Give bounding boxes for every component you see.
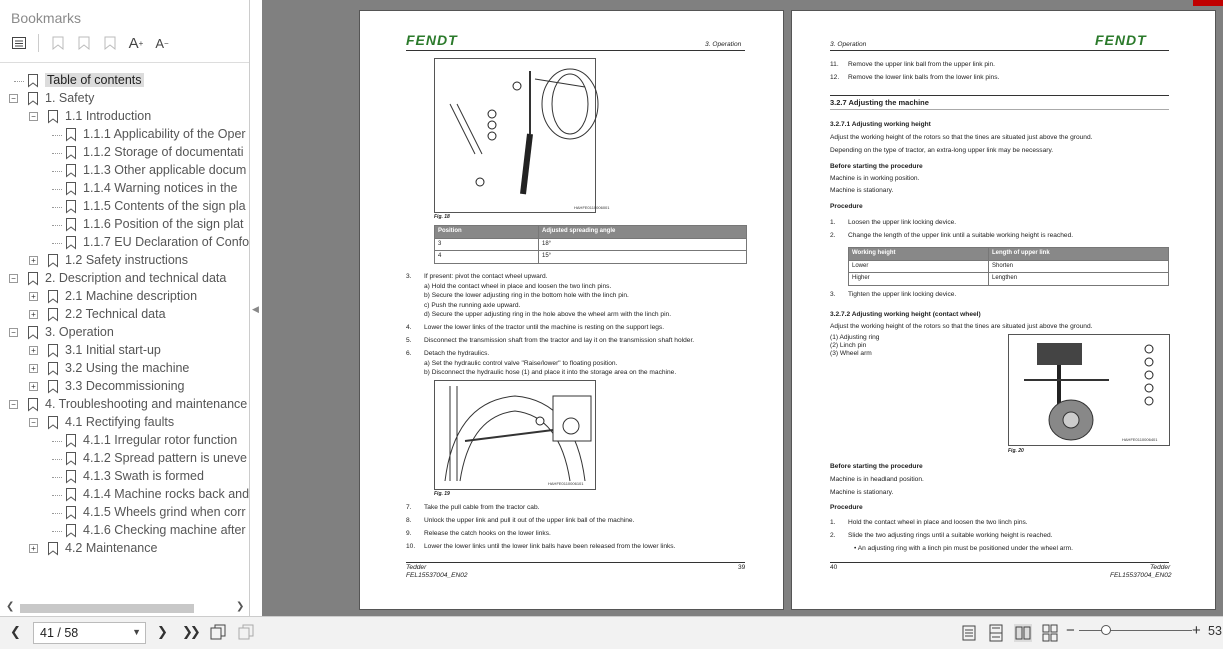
zoom-in-icon[interactable]: + xyxy=(1192,622,1201,639)
bookmark-item[interactable] xyxy=(0,144,248,162)
bookmark-label: 1.1.6 Position of the sign plat xyxy=(83,217,244,231)
bookmark-label: 3.1 Initial start-up xyxy=(65,343,161,357)
step-number: 9. xyxy=(406,530,412,537)
bookmark-label: 2.2 Technical data xyxy=(65,307,166,321)
bookmark-icon xyxy=(66,218,76,231)
share-icon[interactable] xyxy=(238,624,254,643)
paragraph: Adjust the working height of the rotors so that the tines are situated just above the ground. xyxy=(830,134,1093,141)
step-text: Lower the lower links until the lower link balls have been released from the lower links. xyxy=(424,543,676,550)
table-cell: 3 xyxy=(435,238,539,251)
table-cell: 15° xyxy=(539,251,747,264)
window-accent xyxy=(1193,0,1223,6)
bookmarks-title: Bookmarks xyxy=(11,10,82,26)
collapse-panel-icon[interactable]: ◀ xyxy=(252,304,259,314)
collapse-icon[interactable]: − xyxy=(29,418,38,427)
procedure-label: Procedure xyxy=(830,504,863,511)
bookmark-icon xyxy=(48,542,58,555)
bookmark-item[interactable] xyxy=(0,522,248,540)
tree-connector xyxy=(52,459,62,460)
zoom-level: 53 xyxy=(1208,624,1222,638)
bookmark-item[interactable] xyxy=(0,90,248,108)
tree-connector xyxy=(52,207,62,208)
bookmark-icon xyxy=(66,146,76,159)
step-text: Release the catch hooks on the lower links. xyxy=(424,530,551,537)
bookmark-icon xyxy=(28,398,38,411)
header-rule xyxy=(406,50,745,51)
tree-connector xyxy=(52,495,62,496)
bookmark-item[interactable] xyxy=(0,540,248,558)
single-page-view-icon[interactable] xyxy=(960,624,978,642)
bookmark-label: 4. Troubleshooting and maintenance xyxy=(45,397,248,411)
tree-connector xyxy=(52,441,62,442)
step-number: 1. xyxy=(830,519,836,526)
bookmark-item[interactable] xyxy=(0,180,248,198)
bookmark-icon xyxy=(28,74,38,87)
bookmark-item[interactable] xyxy=(0,486,248,504)
bookmark-item[interactable] xyxy=(0,306,248,324)
copy-page-icon[interactable] xyxy=(210,624,226,643)
bookmark-icon xyxy=(28,272,38,285)
bookmark-icon xyxy=(66,236,76,249)
bookmark-label: 4.1.6 Checking machine after xyxy=(83,523,246,537)
expand-icon[interactable]: + xyxy=(29,346,38,355)
bookmark-label: 3.2 Using the machine xyxy=(65,361,190,375)
step-number: 8. xyxy=(406,517,412,524)
bookmark-item[interactable] xyxy=(0,432,248,450)
zoom-out-icon[interactable]: − xyxy=(1066,622,1075,639)
substep-text: b) Disconnect the hydraulic hose (1) and place it into the storage area on the machine. xyxy=(424,369,677,376)
font-larger-icon[interactable]: A + xyxy=(128,34,144,52)
bookmark-icon xyxy=(66,128,76,141)
figure-20-code: HAHFE0110006401 xyxy=(1122,437,1158,442)
bookmark-item[interactable] xyxy=(0,270,248,288)
tree-connector xyxy=(52,477,62,478)
panel-divider xyxy=(0,62,249,63)
tree-connector xyxy=(52,225,62,226)
collapse-icon[interactable]: − xyxy=(9,328,18,337)
footer-title: Tedder xyxy=(1150,564,1171,571)
tree-connector xyxy=(52,513,62,514)
bookmark-icon xyxy=(48,416,58,429)
condition-text: Machine is in working position. xyxy=(830,175,920,182)
tree-connector xyxy=(52,135,62,136)
list-icon[interactable] xyxy=(10,34,28,52)
table-cell: 4 xyxy=(435,251,539,264)
fendt-logo: FENDT xyxy=(406,32,458,48)
bookmark-label: 3. Operation xyxy=(45,325,114,339)
bookmark-label: 2.1 Machine description xyxy=(65,289,198,303)
figure-19-drawing xyxy=(435,381,595,489)
step-number: 6. xyxy=(406,350,412,357)
bookmark-icon xyxy=(28,92,38,105)
step-number: 11. xyxy=(830,61,839,68)
tree-connector xyxy=(52,531,62,532)
bookmark-label: 1.1.3 Other applicable docum xyxy=(83,163,247,177)
step-text: Disconnect the transmission shaft from the tractor and lay it on the transmission shaft holder. xyxy=(424,337,695,344)
figure-18-code: HAHFE0110006001 xyxy=(574,205,610,210)
step-text: Tighten the upper link locking device. xyxy=(848,291,957,298)
bookmark-item[interactable] xyxy=(0,468,248,486)
bookmark-icon xyxy=(66,164,76,177)
bullet-text: • An adjusting ring with a linch pin must be positioned under the wheel arm. xyxy=(854,545,1073,552)
procedure-label: Before starting the procedure xyxy=(830,463,923,470)
substep-text: a) Hold the contact wheel in place and loosen the two linch pins. xyxy=(424,283,612,290)
bookmark-item[interactable] xyxy=(0,126,248,144)
collapse-icon[interactable]: − xyxy=(29,112,38,121)
expand-icon[interactable]: + xyxy=(29,256,38,265)
condition-text: Machine is in headland position. xyxy=(830,476,924,483)
table-cell: Higher xyxy=(849,273,989,286)
figure-18-illustration xyxy=(434,58,610,213)
bookmark-item[interactable] xyxy=(0,72,248,90)
scroll-right-icon[interactable]: ❯ xyxy=(236,601,245,612)
bookmark-item[interactable] xyxy=(0,162,248,180)
header-rule xyxy=(830,50,1169,51)
collapse-icon[interactable]: − xyxy=(9,94,18,103)
legend-item: (1) Adjusting ring xyxy=(830,334,880,341)
figure-20-illustration xyxy=(1008,334,1170,446)
bookmarks-panel xyxy=(0,0,250,616)
bookmark-label: 1. Safety xyxy=(45,91,95,105)
previous-page-icon[interactable]: ❮ xyxy=(10,624,21,639)
bookmark-item[interactable] xyxy=(0,360,248,378)
bookmark-icon xyxy=(48,290,58,303)
step-text: Loosen the upper link locking device. xyxy=(848,219,957,226)
bookmark-item[interactable] xyxy=(0,504,248,522)
step-text: Slide the two adjusting rings until a suitable working height is reached. xyxy=(848,532,1053,539)
step-number: 12. xyxy=(830,74,840,81)
substep-text: d) Secure the upper adjusting ring in the hole above the wheel arm with the linch pin. xyxy=(424,311,672,318)
next-page-icon[interactable]: ❯ xyxy=(157,624,168,639)
bookmark-item[interactable] xyxy=(0,252,248,270)
bookmark-label: 3.3 Decommissioning xyxy=(65,379,185,393)
bookmark-label: 1.2 Safety instructions xyxy=(65,253,188,267)
bookmark-icon xyxy=(28,326,38,339)
bookmark-item[interactable] xyxy=(0,342,248,360)
bookmark-icon xyxy=(66,506,76,519)
page-40 xyxy=(791,10,1216,610)
expand-icon[interactable]: + xyxy=(29,364,38,373)
step-text: Change the length of the upper link until a suitable working height is reached. xyxy=(848,232,1074,239)
subsection-heading: 3.2.7.1 Adjusting working height xyxy=(830,121,931,128)
status-bar xyxy=(0,616,1223,649)
bookmark-icon xyxy=(48,254,58,267)
bookmark-item[interactable] xyxy=(0,378,248,396)
expand-icon[interactable]: + xyxy=(29,292,38,301)
bookmark-icon xyxy=(66,434,76,447)
bookmark-item[interactable] xyxy=(0,414,248,432)
legend-item: (3) Wheel arm xyxy=(830,350,872,357)
bookmark-icon xyxy=(66,182,76,195)
section-heading: 3.2.7 Adjusting the machine xyxy=(830,98,929,107)
step-text: Take the pull cable from the tractor cab. xyxy=(424,504,540,511)
table-cell: Shorten xyxy=(989,260,1169,273)
tree-connector xyxy=(52,171,62,172)
condition-text: Machine is stationary. xyxy=(830,187,894,194)
bookmark-item[interactable] xyxy=(0,216,248,234)
section-rule xyxy=(830,109,1169,110)
zoom-slider-handle[interactable] xyxy=(1101,625,1111,635)
bookmark-label: Table of contents xyxy=(47,73,142,87)
bookmark-item[interactable] xyxy=(0,198,248,216)
bookmark-label: 1.1.4 Warning notices in the xyxy=(83,181,238,195)
figure-19-illustration xyxy=(434,380,596,490)
bookmark-tree xyxy=(0,72,248,600)
collapse-icon[interactable]: − xyxy=(9,274,18,283)
bookmark-icon xyxy=(48,344,58,357)
table-header: Position xyxy=(435,226,539,239)
bookmark-icon xyxy=(66,488,76,501)
bookmark-icon xyxy=(66,470,76,483)
substep-text: a) Set the hydraulic control valve "Raise/lower" to floating position. xyxy=(424,360,618,367)
substep-text: c) Push the running axle upward. xyxy=(424,302,521,309)
step-number: 2. xyxy=(830,532,836,539)
figure-18-drawing xyxy=(435,59,610,212)
procedure-label: Procedure xyxy=(830,203,863,210)
page-number-input[interactable] xyxy=(33,622,146,644)
bookmark-icon xyxy=(66,452,76,465)
figure-19-caption: Fig. 19 xyxy=(434,491,450,497)
step-text: Hold the contact wheel in place and loosen the two linch pins. xyxy=(848,519,1028,526)
figure-20-drawing xyxy=(1009,335,1169,445)
footer-rule xyxy=(830,562,1169,563)
step-number: 10. xyxy=(406,543,416,550)
section-rule xyxy=(830,95,1169,96)
bookmark-item[interactable] xyxy=(0,108,248,126)
bookmark-label: 1.1.7 EU Declaration of Confo xyxy=(83,235,250,249)
bookmark-options-icon[interactable] xyxy=(101,34,119,52)
page-number-value: 41 / 58 xyxy=(40,626,79,640)
scroll-left-icon[interactable]: ❮ xyxy=(6,601,15,612)
substep-text: b) Secure the lower adjusting ring in the bottom hole with the linch pin. xyxy=(424,292,629,299)
bookmark-icon xyxy=(48,308,58,321)
condition-text: Machine is stationary. xyxy=(830,489,894,496)
figure-18-caption: Fig. 18 xyxy=(434,214,450,220)
expand-icon[interactable]: + xyxy=(29,310,38,319)
footer-title: Tedder xyxy=(406,564,427,571)
bookmark-item[interactable] xyxy=(0,396,248,414)
bookmark-label: 4.1.3 Swath is formed xyxy=(83,469,204,483)
table-header: Length of upper link xyxy=(989,248,1169,261)
bookmark-label: 4.2 Maintenance xyxy=(65,541,158,555)
figure-20-caption: Fig. 20 xyxy=(1008,448,1024,454)
expand-icon[interactable]: + xyxy=(29,382,38,391)
page-number: 40 xyxy=(830,564,838,571)
step-text: Unlock the upper link and pull it out of the upper link ball of the machine. xyxy=(424,517,635,524)
step-number: 2. xyxy=(830,232,836,239)
table-header: Adjusted spreading angle xyxy=(539,226,747,239)
two-page-view-icon[interactable] xyxy=(1014,624,1032,642)
step-text: Remove the upper link ball from the upper link pin. xyxy=(848,61,995,68)
spreading-angle-table xyxy=(434,225,747,264)
page-39 xyxy=(359,10,784,610)
tree-connector xyxy=(52,243,62,244)
footer-doc-code: FEL15537004_EN02 xyxy=(1110,572,1172,579)
bookmark-icon xyxy=(66,200,76,213)
collapse-icon[interactable]: − xyxy=(9,400,18,409)
chevron-down-icon[interactable]: ▼ xyxy=(132,627,141,637)
continuous-view-icon[interactable] xyxy=(987,624,1005,642)
step-number: 3. xyxy=(406,273,412,280)
legend-item: (2) Linch pin xyxy=(830,342,867,349)
bookmark-icon xyxy=(48,380,58,393)
tree-connector xyxy=(52,153,62,154)
step-number: 4. xyxy=(406,324,412,331)
page-number: 39 xyxy=(738,564,746,571)
page-section-header: 3. Operation xyxy=(830,41,867,48)
bookmark-label: 4.1.1 Irregular rotor function xyxy=(83,433,238,447)
tree-connector xyxy=(52,189,62,190)
bookmark-item[interactable] xyxy=(0,234,248,252)
bookmark-item[interactable] xyxy=(0,450,248,468)
paragraph: Depending on the type of tractor, an extra-long upper link may be necessary. xyxy=(830,147,1054,154)
footer-rule xyxy=(406,562,745,563)
bookmark-icon xyxy=(48,362,58,375)
table-cell: 18° xyxy=(539,238,747,251)
step-number: 5. xyxy=(406,337,412,344)
footer-doc-code: FEL15537004_EN02 xyxy=(406,572,468,579)
bookmark-label: 4.1 Rectifying faults xyxy=(65,415,175,429)
bookmark-label: 4.1.2 Spread pattern is uneve xyxy=(83,451,248,465)
page-section-header: 3. Operation xyxy=(705,41,742,48)
table-cell: Lengthen xyxy=(989,273,1169,286)
bookmark-label: 4.1.4 Machine rocks back and xyxy=(83,487,250,501)
bookmark-label: 1.1 Introduction xyxy=(65,109,152,123)
bookmark-label: 2. Description and technical data xyxy=(45,271,227,285)
bookmark-label: 1.1.2 Storage of documentati xyxy=(83,145,244,159)
step-text: Detach the hydraulics. xyxy=(424,350,490,357)
bookmark-add-icon[interactable] xyxy=(49,34,67,52)
font-smaller-icon[interactable]: A − xyxy=(155,35,169,51)
zoom-slider[interactable] xyxy=(1079,630,1192,631)
working-height-table xyxy=(848,247,1169,286)
bookmark-item[interactable] xyxy=(0,288,248,306)
expand-icon[interactable]: + xyxy=(29,544,38,553)
step-number: 1. xyxy=(830,219,836,226)
step-number: 3. xyxy=(830,291,836,298)
horizontal-scrollbar[interactable] xyxy=(0,601,248,615)
table-cell: Lower xyxy=(849,260,989,273)
document-viewer[interactable] xyxy=(262,0,1223,616)
step-text: Remove the lower link balls from the lower link pins. xyxy=(848,74,1000,81)
bookmark-label: 4.1.5 Wheels grind when corr xyxy=(83,505,246,519)
bookmark-label: 1.1.5 Contents of the sign pla xyxy=(83,199,246,213)
bookmark-item[interactable] xyxy=(0,324,248,342)
figure-19-code: HAHFE0110006101 xyxy=(548,481,584,486)
bookmark-icon xyxy=(66,524,76,537)
table-header: Working height xyxy=(849,248,989,261)
toolbar-separator xyxy=(38,34,39,52)
bookmark-remove-icon[interactable] xyxy=(75,34,93,52)
step-text: Lower the lower links of the tractor until the machine is resting on the support legs. xyxy=(424,324,665,331)
bookmark-label: 1.1.1 Applicability of the Oper xyxy=(83,127,246,141)
step-number: 7. xyxy=(406,504,412,511)
scrollbar-thumb[interactable] xyxy=(20,604,194,613)
tree-connector xyxy=(14,81,24,82)
paragraph: Adjust the working height of the rotors so that the tines are situated just above the ground. xyxy=(830,323,1093,330)
step-text: If present: pivot the contact wheel upward. xyxy=(424,273,548,280)
procedure-label: Before starting the procedure xyxy=(830,163,923,170)
bookmark-icon xyxy=(48,110,58,123)
two-page-continuous-view-icon[interactable] xyxy=(1041,624,1059,642)
fendt-logo: FENDT xyxy=(1095,32,1147,48)
subsection-heading: 3.2.7.2 Adjusting working height (contact wheel) xyxy=(830,311,981,318)
last-page-icon[interactable]: ❯❯ xyxy=(182,624,198,639)
bookmarks-toolbar xyxy=(10,33,171,53)
